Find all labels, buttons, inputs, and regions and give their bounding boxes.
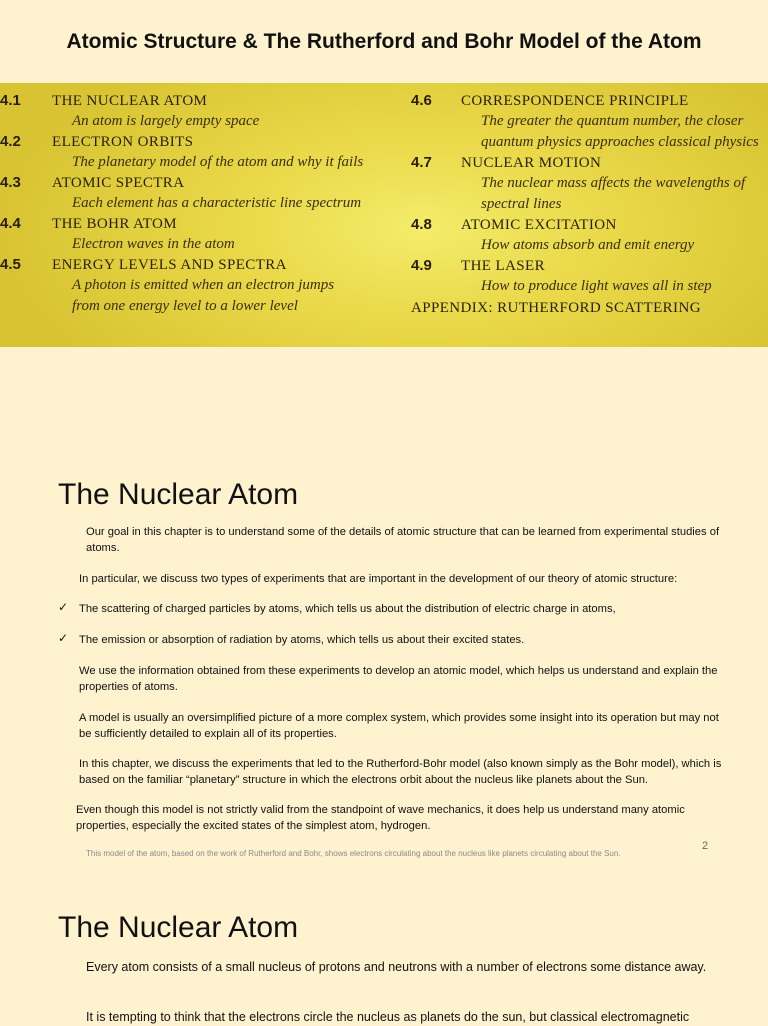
toc-number: 4.6 xyxy=(411,92,432,109)
bullet-item: The emission or absorption of radiation by atoms, which tells us about their excited states. xyxy=(79,634,525,646)
toc-entry xyxy=(0,173,405,214)
toc-subtitle: A photon is emitted when an electron jumps from one energy level to a lower level xyxy=(72,277,335,314)
toc-heading: ELECTRON ORBITS xyxy=(52,134,194,150)
page-number: 2 xyxy=(702,840,709,852)
toc-number: 4.1 xyxy=(0,92,21,109)
toc-entry xyxy=(0,132,405,173)
paragraph: Our goal in this chapter is to understand some of the details of atomic structure that can be learned from experimental studies of atoms. xyxy=(86,526,720,554)
toc-entry xyxy=(411,91,768,153)
toc-entry xyxy=(0,214,405,255)
image-caption: This model of the atom, based on the work of Rutherford and Bohr, shows electrons circulating about the nucleus like planets circulating about the Sun. xyxy=(86,849,621,858)
toc-subtitle: The planetary model of the atom and why it fails xyxy=(72,154,364,170)
paragraph: A model is usually an oversimplified picture of a more complex system, which provides some insight into its operation but may not be sufficiently detailed to explain all of its properties. xyxy=(79,712,719,740)
toc-heading: THE BOHR ATOM xyxy=(52,216,177,232)
toc-subtitle: Electron waves in the atom xyxy=(72,236,235,252)
table-of-contents xyxy=(0,83,768,347)
toc-heading: CORRESPONDENCE PRINCIPLE xyxy=(461,93,689,109)
toc-subtitle: The greater the quantum number, the closer quantum physics approaches classical physics xyxy=(481,113,759,150)
toc-heading: THE LASER xyxy=(461,258,546,274)
toc-subtitle: How to produce light waves all in step xyxy=(481,278,712,294)
toc-entry xyxy=(411,215,768,256)
paragraph: In this chapter, we discuss the experiments that led to the Rutherford-Bohr model (also known simply as the Bohr model), which is based on the familiar “planetary” structure in which the electrons orbit about the nucleus like planets about the Sun. xyxy=(79,758,722,786)
toc-number: 4.2 xyxy=(0,133,21,150)
toc-number: 4.5 xyxy=(0,256,21,273)
toc-heading: ATOMIC EXCITATION xyxy=(461,217,617,233)
paragraph: We use the information obtained from these experiments to develop an atomic model, which helps us understand and explain the properties of atoms. xyxy=(79,665,718,693)
toc-heading: ATOMIC SPECTRA xyxy=(52,175,185,191)
section-title: The Nuclear Atom xyxy=(58,911,299,944)
toc-subtitle: An atom is largely empty space xyxy=(72,113,260,129)
toc-number: 4.4 xyxy=(0,215,21,232)
paragraph: Every atom consists of a small nucleus of protons and neutrons with a number of electrons some distance away. xyxy=(86,960,707,974)
section-title: The Nuclear Atom xyxy=(58,478,299,511)
check-icon: ✓ xyxy=(58,631,69,645)
toc-right-column xyxy=(411,91,768,318)
toc-subtitle: The nuclear mass affects the wavelengths of spectral lines xyxy=(481,175,746,212)
check-icon: ✓ xyxy=(58,600,69,614)
paragraph: In particular, we discuss two types of experiments that are important in the development of our theory of atomic structure: xyxy=(79,573,678,585)
toc-heading: ENERGY LEVELS AND SPECTRA xyxy=(52,257,287,273)
toc-number: 4.8 xyxy=(411,216,432,233)
toc-number: 4.9 xyxy=(411,257,432,274)
slide-title: Atomic Structure & The Rutherford and Bohr Model of the Atom xyxy=(66,30,702,53)
toc-entry xyxy=(411,256,768,297)
toc-subtitle: How atoms absorb and emit energy xyxy=(481,237,695,253)
toc-entry xyxy=(0,255,405,317)
toc-subtitle: Each element has a characteristic line spectrum xyxy=(72,195,362,211)
toc-heading: NUCLEAR MOTION xyxy=(461,155,602,171)
toc-entry xyxy=(0,91,405,132)
toc-number: 4.3 xyxy=(0,174,21,191)
toc-heading: THE NUCLEAR ATOM xyxy=(52,93,208,109)
toc-entry xyxy=(411,153,768,215)
toc-appendix: APPENDIX: RUTHERFORD SCATTERING xyxy=(411,300,701,316)
toc-number: 4.7 xyxy=(411,154,432,171)
toc-left-column xyxy=(0,91,405,317)
bullet-item: The scattering of charged particles by atoms, which tells us about the distribution of electric charge in atoms, xyxy=(79,603,616,615)
paragraph: It is tempting to think that the electrons circle the nucleus as planets do the sun, but classical electromagnetic xyxy=(86,1010,690,1024)
paragraph: Even though this model is not strictly valid from the standpoint of wave mechanics, it does help us understand many atomic properties, especially the excited states of the simplest atom, hydrogen. xyxy=(76,804,685,832)
